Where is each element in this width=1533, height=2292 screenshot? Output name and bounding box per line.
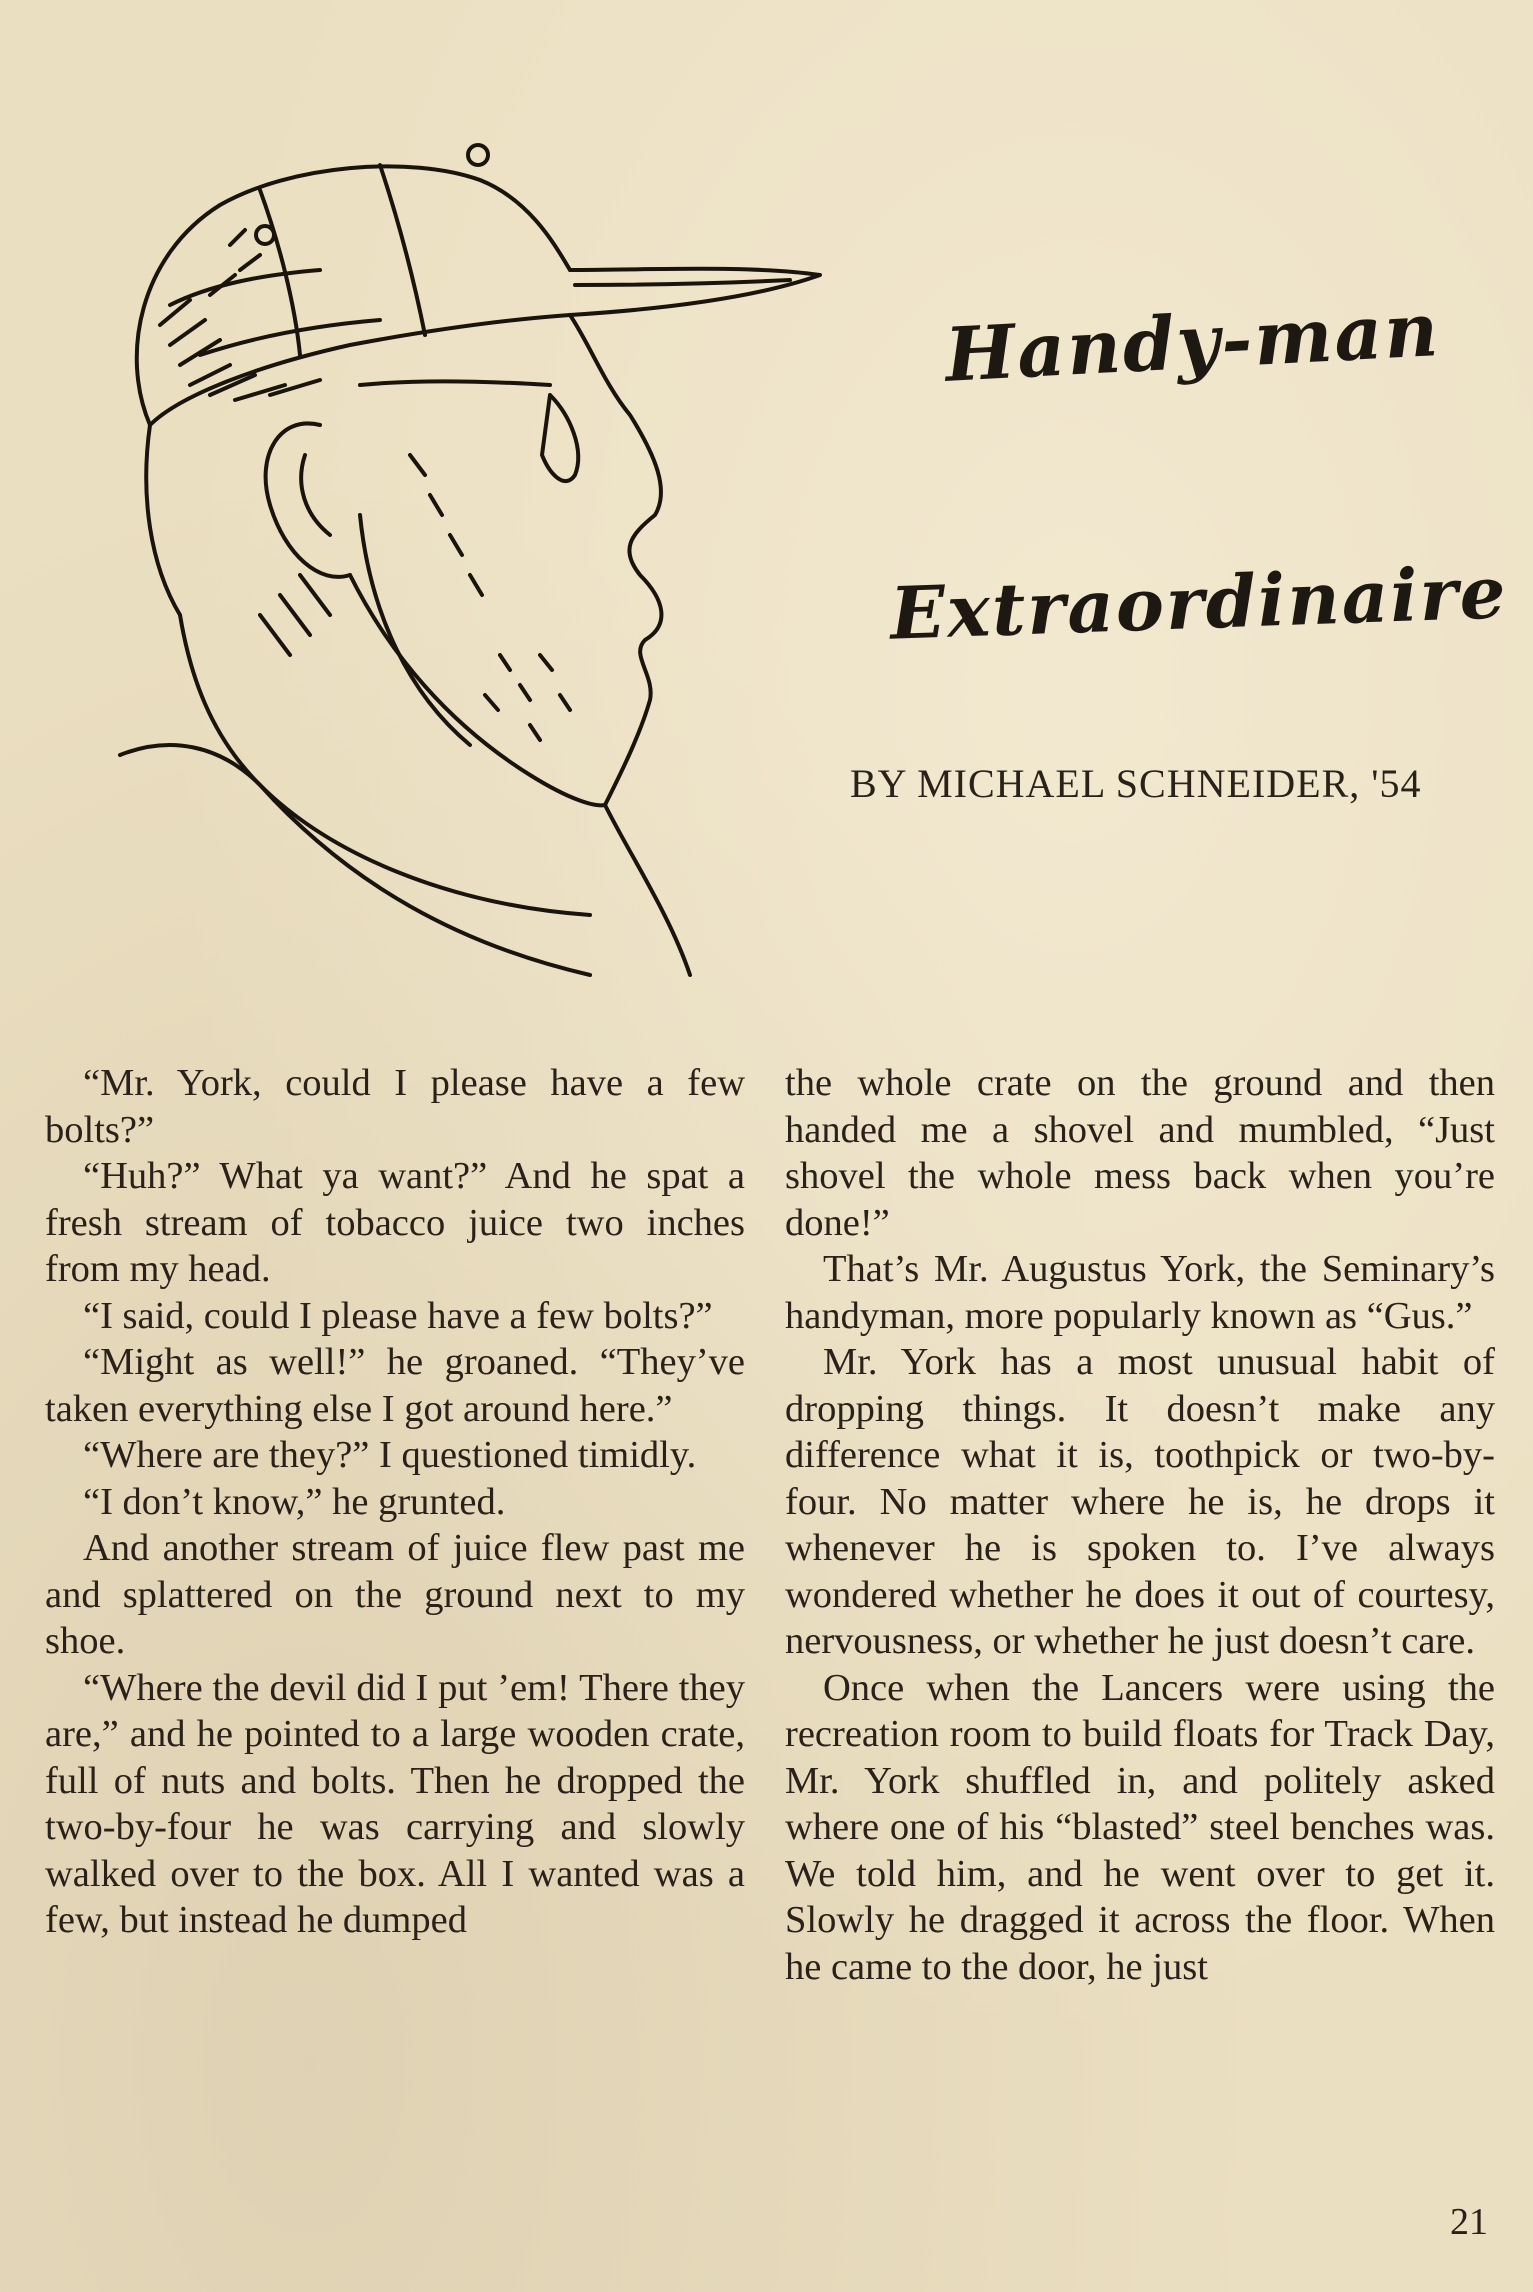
byline: BY MICHAEL SCHNEIDER, '54	[850, 761, 1422, 806]
paragraph: “Where are they?” I questioned timidly.	[83, 1434, 697, 1476]
paragraph: Once when the Lancers were using the recreation room to build floats for Track Day, Mr. York shuffled in, and politely asked where one of his “blasted” steel benches was. We told him, and he went over to get it. Slowly he dragged it across the floor. When he came to the door, he just	[785, 1666, 1495, 1988]
paragraph: “Huh?” What ya want?” And he spat a fresh stream of tobacco juice two inches from my head.	[45, 1155, 745, 1290]
paragraph: And another stream of juice flew past me and splattered on the ground next to my shoe.	[45, 1527, 745, 1662]
paragraph: “Might as well!” he groaned. “They’ve taken everything else I got around here.”	[45, 1341, 745, 1430]
paragraph: “Mr. York, could I please have a few bolts?”	[45, 1062, 745, 1151]
man-in-cap-illustration	[30, 95, 830, 995]
paragraph: “I don’t know,” he grunted.	[83, 1480, 506, 1523]
article-title-line-2: Extraordinaire	[888, 549, 1509, 656]
right-column	[785, 1060, 1495, 1990]
paragraph: That’s Mr. Augustus York, the Seminary’s handyman, more popularly known as “Gus.”	[785, 1248, 1495, 1337]
paragraph: “Where the devil did I put ’em! There they are,” and he pointed to a large wooden crate, full of nuts and bolts. Then he dropped the two-by-four he was carrying and slowly walked over to the box. All I wanted was a few, but instead he dumped	[45, 1666, 745, 1941]
paragraph: the whole crate on the ground and then handed me a shovel and mumbled, “Just shovel the whole mess back when you’re done!”	[785, 1062, 1495, 1244]
article-title-line-1: Handy-man	[943, 287, 1443, 399]
page-number: 21	[1450, 2201, 1488, 2243]
left-column	[45, 1060, 745, 1944]
paragraph: “I said, could I please have a few bolts?”	[83, 1294, 713, 1337]
paragraph: Mr. York has a most unusual habit of dropping things. It doesn’t make any difference what it is, toothpick or two-by-four. No matter where he is, he drops it whenever he is spoken to. I’ve always wondered whether he does it out of courtesy, nervousness, or whether he just doesn’t care.	[785, 1341, 1495, 1662]
